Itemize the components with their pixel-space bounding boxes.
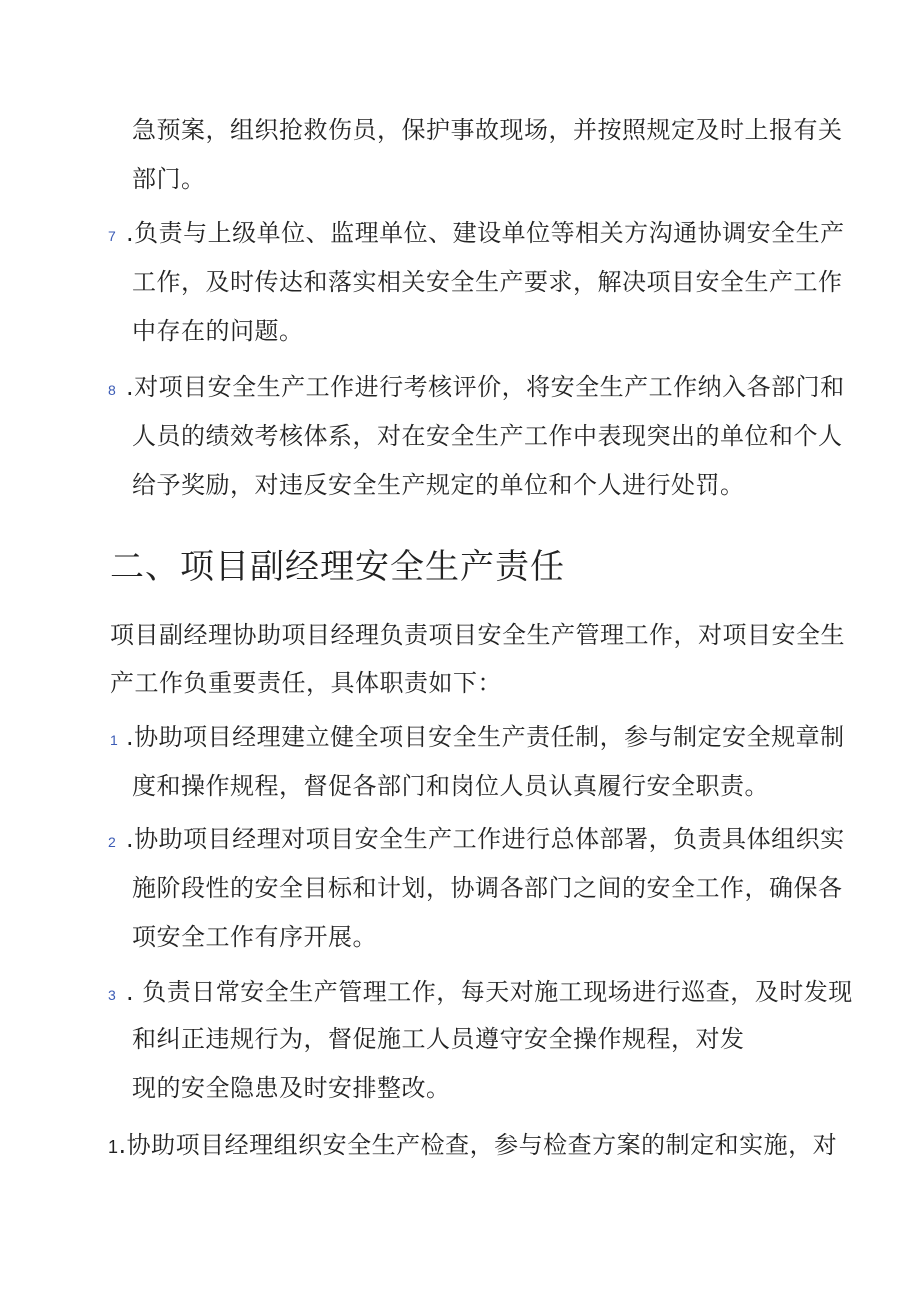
list-item-line: . 负责日常安全生产管理工作，每天对施工现场进行巡查，及时发现 bbox=[126, 978, 853, 1006]
list-number: 1 bbox=[108, 1137, 119, 1157]
paragraph-line: 急预案，组织抢救伤员，保护事故现场，并按照规定及时上报有关 bbox=[132, 116, 843, 144]
list-number: 8 bbox=[108, 382, 116, 398]
list-item-line: 和纠正违规行为，督促施工人员遵守安全操作规程，对发 bbox=[132, 1025, 745, 1053]
section-heading: 二、项目副经理安全生产责任 bbox=[110, 547, 565, 587]
list-item-line: 项安全工作有序开展。 bbox=[132, 923, 377, 951]
intro-line: 产工作负重要责任，具体职责如下： bbox=[110, 669, 502, 697]
list-number: 7 bbox=[108, 228, 116, 244]
list-item-line: .协助项目经理建立健全项目安全生产责任制，参与制定安全规章制 bbox=[126, 723, 845, 751]
list-item-line bbox=[108, 1130, 837, 1162]
list-number: 2 bbox=[108, 834, 116, 850]
intro-line: 项目副经理协助项目经理负责项目安全生产管理工作，对项目安全生 bbox=[110, 621, 845, 649]
list-item-line: 给予奖励，对违反安全生产规定的单位和个人进行处罚。 bbox=[132, 471, 745, 499]
paragraph-line: 部门。 bbox=[132, 165, 206, 193]
list-item-line: .负责与上级单位、监理单位、建设单位等相关方沟通协调安全生产 bbox=[126, 219, 845, 247]
list-number: 1 bbox=[110, 732, 118, 748]
list-item-line: 现的安全隐患及时安排整改。 bbox=[132, 1074, 451, 1102]
list-item-line: 中存在的问题。 bbox=[132, 317, 304, 345]
list-item-text: .协助项目经理组织安全生产检查，参与检查方案的制定和实施，对 bbox=[118, 1131, 838, 1159]
list-item-line: 人员的绩效考核体系，对在安全生产工作中表现突出的单位和个人 bbox=[132, 422, 843, 450]
list-number: 3 bbox=[108, 987, 116, 1003]
list-item-line: 施阶段性的安全目标和计划，协调各部门之间的安全工作，确保各 bbox=[132, 874, 843, 902]
list-item-line: 工作，及时传达和落实相关安全生产要求，解决项目安全生产工作 bbox=[132, 268, 843, 296]
list-item-line: .协助项目经理对项目安全生产工作进行总体部署，负责具体组织实 bbox=[126, 825, 845, 853]
list-item-line: .对项目安全生产工作进行考核评价，将安全生产工作纳入各部门和 bbox=[126, 373, 845, 401]
list-item-line: 度和操作规程，督促各部门和岗位人员认真履行安全职责。 bbox=[132, 772, 769, 800]
